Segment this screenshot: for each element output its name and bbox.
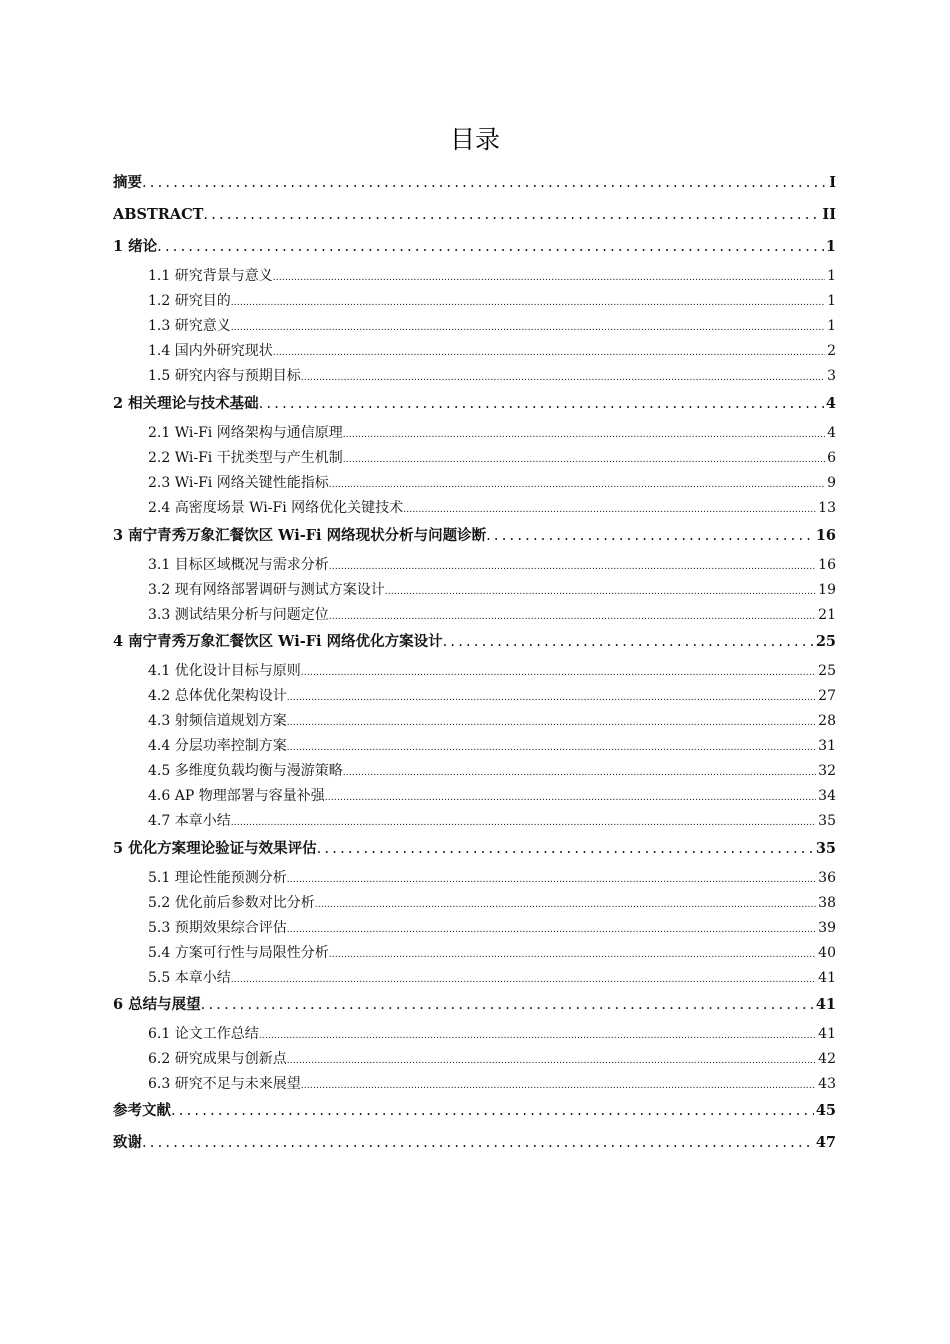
dot-leader: [171, 1100, 814, 1122]
toc-page-number: I: [829, 174, 836, 191]
dot-leader: [142, 172, 827, 194]
toc-page-number: 16: [818, 557, 836, 573]
toc-page-number: 38: [818, 895, 836, 911]
toc-chapter-entry[interactable]: [113, 393, 836, 415]
toc-page-number: 34: [818, 788, 836, 804]
dot-leader: [201, 994, 814, 1016]
dot-leader: [329, 607, 816, 625]
toc-chapter-entry[interactable]: [113, 838, 836, 860]
toc-entry-label: 参考文献: [113, 1102, 171, 1119]
toc-entry-label: 6.1 论文工作总结: [148, 1026, 259, 1042]
toc-entry-label: 2 相关理论与技术基础: [113, 395, 259, 412]
toc-entry-label: 4.2 总体优化架构设计: [148, 688, 287, 704]
toc-page-number: 4: [827, 425, 836, 441]
toc-page-number: II: [822, 206, 836, 223]
toc-chapter-entry[interactable]: [113, 631, 836, 653]
toc-entry-label: 4.3 射频信道规划方案: [148, 713, 287, 729]
dot-leader: [325, 788, 816, 806]
toc-entry-label: 6 总结与展望: [113, 996, 201, 1013]
toc-page-number: 1: [827, 318, 836, 334]
toc-page-number: 41: [818, 1026, 836, 1042]
toc-page-number: 9: [827, 475, 836, 491]
toc-section-entry[interactable]: [113, 366, 836, 386]
dot-leader: [287, 870, 816, 888]
toc-page-number: 3: [827, 368, 836, 384]
toc-page-number: 31: [818, 738, 836, 754]
toc-page-number: 32: [818, 763, 836, 779]
toc-entry-label: 6.3 研究不足与未来展望: [148, 1076, 301, 1092]
toc-entry-label: 1 绪论: [113, 238, 158, 255]
toc-page-number: 19: [818, 582, 836, 598]
toc-page-number: 28: [818, 713, 836, 729]
dot-leader: [329, 475, 825, 493]
toc-entry-label: 4.7 本章小结: [148, 813, 231, 829]
dot-leader: [142, 1132, 814, 1154]
dot-leader: [317, 838, 814, 860]
toc-section-entry[interactable]: [113, 555, 836, 575]
toc-section-entry[interactable]: [113, 761, 836, 781]
toc-section-entry[interactable]: [113, 786, 836, 806]
dot-leader: [343, 450, 825, 468]
toc-entry-label: 4.5 多维度负载均衡与漫游策略: [148, 763, 343, 779]
dot-leader: [287, 713, 816, 731]
toc-chapter-entry[interactable]: [113, 994, 836, 1016]
toc-section-entry[interactable]: [113, 868, 836, 888]
toc-section-entry[interactable]: [113, 473, 836, 493]
toc-page-number: 35: [818, 813, 836, 829]
dot-leader: [301, 368, 825, 386]
toc-page-number: 25: [818, 663, 836, 679]
toc-entry-label: 5.1 理论性能预测分析: [148, 870, 287, 886]
toc-entry-label: 6.2 研究成果与创新点: [148, 1051, 287, 1067]
dot-leader: [315, 895, 816, 913]
toc-entry-label: 5.5 本章小结: [148, 970, 231, 986]
toc-section-entry[interactable]: [113, 918, 836, 938]
toc-entry-label: 致谢: [113, 1134, 142, 1151]
toc-entry-label: 5.4 方案可行性与局限性分析: [148, 945, 329, 961]
toc-entry-label: 1.3 研究意义: [148, 318, 231, 334]
toc-page-number: 43: [818, 1076, 836, 1092]
toc-page-number: 27: [818, 688, 836, 704]
toc-section-entry[interactable]: [113, 686, 836, 706]
toc-section-entry[interactable]: [113, 1024, 836, 1044]
toc-chapter-entry[interactable]: [113, 525, 836, 547]
toc-chapter-entry[interactable]: [113, 172, 836, 194]
toc-entry-label: 4.1 优化设计目标与原则: [148, 663, 301, 679]
dot-leader: [231, 318, 825, 336]
toc-page-number: 2: [827, 343, 836, 359]
toc-entry-label: 2.3 Wi-Fi 网络关键性能指标: [148, 475, 329, 491]
toc-section-entry[interactable]: [113, 423, 836, 443]
toc-entry-label: 5.2 优化前后参数对比分析: [148, 895, 315, 911]
toc-chapter-entry[interactable]: [113, 236, 836, 258]
dot-leader: [329, 557, 816, 575]
toc-page-number: 6: [827, 450, 836, 466]
toc-page-number: 45: [815, 1102, 836, 1119]
toc-entry-label: 4.6 AP 物理部署与容量补强: [148, 788, 325, 804]
toc-section-entry[interactable]: [113, 968, 836, 988]
toc-section-entry[interactable]: [113, 1074, 836, 1094]
toc-section-entry[interactable]: [113, 341, 836, 361]
toc-section-entry[interactable]: [113, 1049, 836, 1069]
dot-leader: [287, 920, 816, 938]
toc-chapter-entry[interactable]: [113, 204, 836, 226]
toc-entry-label: 2.1 Wi-Fi 网络架构与通信原理: [148, 425, 343, 441]
dot-leader: [403, 500, 816, 518]
toc-page-number: 21: [818, 607, 836, 623]
toc-page-number: 41: [818, 970, 836, 986]
toc-entry-label: 1.4 国内外研究现状: [148, 343, 273, 359]
toc-section-entry[interactable]: [113, 605, 836, 625]
toc-page-number: 1: [827, 268, 836, 284]
dot-leader: [443, 631, 814, 653]
dot-leader: [273, 268, 825, 286]
toc-page-number: 13: [818, 500, 836, 516]
toc-title: 目录: [449, 125, 500, 154]
toc-page-number: 47: [815, 1134, 836, 1151]
dot-leader: [385, 582, 816, 600]
toc-entry-label: 1.2 研究目的: [148, 293, 231, 309]
toc-entry-label: 2.4 高密度场景 Wi-Fi 网络优化关键技术: [148, 500, 404, 516]
dot-leader: [287, 1051, 816, 1069]
toc-entry-label: 1.5 研究内容与预期目标: [148, 368, 301, 384]
toc-page-number: 40: [818, 945, 836, 961]
toc-entry-label: ABSTRACT: [113, 206, 204, 223]
dot-leader: [203, 204, 820, 226]
toc-entry-label: 3.2 现有网络部署调研与测试方案设计: [148, 582, 385, 598]
dot-leader: [231, 813, 816, 831]
dot-leader: [231, 970, 816, 988]
toc-chapter-entry[interactable]: [113, 1132, 836, 1154]
toc-section-entry[interactable]: [113, 316, 836, 336]
toc-chapter-entry[interactable]: [113, 1100, 836, 1122]
dot-leader: [329, 945, 816, 963]
dot-leader: [486, 525, 814, 547]
dot-leader: [287, 688, 816, 706]
toc-page-number: 41: [815, 996, 836, 1013]
dot-leader: [301, 1076, 816, 1094]
dot-leader: [287, 738, 816, 756]
toc-section-entry[interactable]: [113, 711, 836, 731]
dot-leader: [343, 425, 825, 443]
toc-entry-label: 3.3 测试结果分析与问题定位: [148, 607, 329, 623]
dot-leader: [343, 763, 816, 781]
toc-section-entry[interactable]: [113, 580, 836, 600]
dot-leader: [273, 343, 825, 361]
toc-page-number: 39: [818, 920, 836, 936]
toc-section-entry[interactable]: [113, 661, 836, 681]
toc-entry-label: 5 优化方案理论验证与效果评估: [113, 840, 317, 857]
dot-leader: [301, 663, 816, 681]
toc-entry-label: 3.1 目标区域概况与需求分析: [148, 557, 329, 573]
toc-section-entry[interactable]: [113, 498, 836, 518]
toc-page-number: 1: [827, 293, 836, 309]
toc-entry-label: 4 南宁青秀万象汇餐饮区 Wi-Fi 网络优化方案设计: [113, 633, 443, 650]
toc-page-number: 36: [818, 870, 836, 886]
toc-page-number: 1: [825, 238, 836, 255]
toc-section-entry[interactable]: [113, 291, 836, 311]
toc-entry-label: 摘要: [113, 174, 142, 191]
toc-section-entry[interactable]: [113, 943, 836, 963]
toc-page-number: 42: [818, 1051, 836, 1067]
toc-entry-label: 1.1 研究背景与意义: [148, 268, 273, 284]
toc-section-entry[interactable]: [113, 811, 836, 831]
toc-entry-label: 3 南宁青秀万象汇餐饮区 Wi-Fi 网络现状分析与问题诊断: [113, 527, 487, 544]
toc-entry-label: 2.2 Wi-Fi 干扰类型与产生机制: [148, 450, 343, 466]
toc-entry-label: 4.4 分层功率控制方案: [148, 738, 287, 754]
toc-section-entry[interactable]: [113, 736, 836, 756]
toc-section-entry[interactable]: [113, 448, 836, 468]
toc-page-number: 25: [815, 633, 836, 650]
toc-page-number: 35: [815, 840, 836, 857]
toc-section-entry[interactable]: [113, 893, 836, 913]
toc-entry-label: 5.3 预期效果综合评估: [148, 920, 287, 936]
dot-leader: [259, 1026, 816, 1044]
dot-leader: [259, 393, 824, 415]
dot-leader: [157, 236, 824, 258]
dot-leader: [231, 293, 825, 311]
toc-page-number: 16: [815, 527, 836, 544]
toc-section-entry[interactable]: [113, 266, 836, 286]
toc-page-number: 4: [825, 395, 836, 412]
